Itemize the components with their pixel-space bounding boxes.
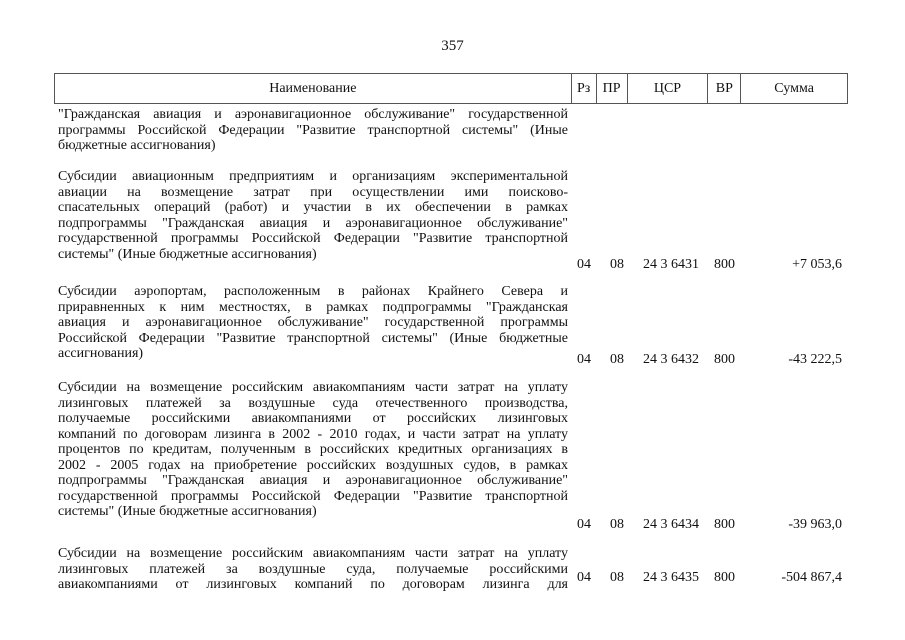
header-rz: Рз: [572, 74, 597, 103]
cell-rz: 04: [577, 352, 591, 367]
cell-sum: -39 963,0: [788, 517, 842, 532]
cell-sum: +7 053,6: [792, 257, 842, 272]
table-row: [58, 107, 848, 155]
cell-vr: 800: [714, 352, 735, 367]
cell-rz: 04: [577, 257, 591, 272]
header-sum: Сумма: [774, 80, 814, 96]
table-row: [58, 284, 848, 367]
header-name: Наименование: [55, 74, 572, 103]
table-row: [58, 546, 848, 596]
cell-csr: 24 3 6435: [643, 570, 699, 585]
row-description: Субсидии аэропортам, расположенным в районах Крайнего Севера и приравненных к ним местностях, в рамках подпрограммы "Гражданская авиация и аэронавигационное обслуживание" государственной программы Российской Федерации "Развитие транспортной системы" (Иные бюджетные ассигнования): [58, 284, 568, 361]
cell-csr: 24 3 6432: [643, 352, 699, 367]
header-pr: ПР: [597, 74, 628, 103]
cell-pr: 08: [610, 257, 624, 272]
cell-rz: 04: [577, 570, 591, 585]
cell-rz: 04: [577, 517, 591, 532]
header-vr: ВР: [708, 74, 741, 103]
cell-vr: 800: [714, 570, 735, 585]
row-description: Субсидии на возмещение российским авиакомпаниям части затрат на уплату лизинговых платежей за воздушные суда отечественного производства, получаемые российскими авиакомпаниями от российских лизинговых компаний по договорам лизинга в 2002 - 2010 годах, и части затрат на уплату процентов по кредитам, полученным в российских кредитных организациях в 2002 - 2005 годах на приобретение российских воздушных судов, в рамках подпрограммы "Гражданская авиация и аэронавигационное обслуживание" государственной программы Российской Федерации "Развитие транспортной системы" (Иные бюджетные ассигнования): [58, 380, 568, 519]
row-description: "Гражданская авиация и аэронавигационное обслуживание" государственной программы Российской Федерации "Развитие транспортной системы" (Иные бюджетные ассигнования): [58, 107, 568, 153]
cell-vr: 800: [714, 257, 735, 272]
table-row: [58, 380, 848, 532]
cell-sum: -504 867,4: [781, 570, 842, 585]
row-description: Субсидии на возмещение российским авиакомпаниям части затрат на уплату лизинговых платежей за воздушные суда, получаемые российскими авиакомпаниями от лизинговых компаний по договорам лизинга для: [58, 546, 568, 592]
cell-pr: 08: [610, 570, 624, 585]
header-csr: ЦСР: [628, 74, 709, 103]
table-header: [54, 73, 848, 104]
cell-vr: 800: [714, 517, 735, 532]
page-number: 357: [441, 38, 464, 54]
row-description: Субсидии авиационным предприятиям и организациям экспериментальной авиации на возмещение затрат при осуществлении ими поисково- спасательных операций (работ) и участии в их обеспечении в рамках подпрограммы "Гражданская авиация и аэронавигационное обслуживание" государственной программы Российской Федерации "Развитие транспортной системы" (Иные бюджетные ассигнования): [58, 169, 568, 262]
cell-csr: 24 3 6434: [643, 517, 699, 532]
table-row: [58, 169, 848, 272]
cell-pr: 08: [610, 352, 624, 367]
cell-csr: 24 3 6431: [643, 257, 699, 272]
cell-pr: 08: [610, 517, 624, 532]
cell-sum: -43 222,5: [788, 352, 842, 367]
